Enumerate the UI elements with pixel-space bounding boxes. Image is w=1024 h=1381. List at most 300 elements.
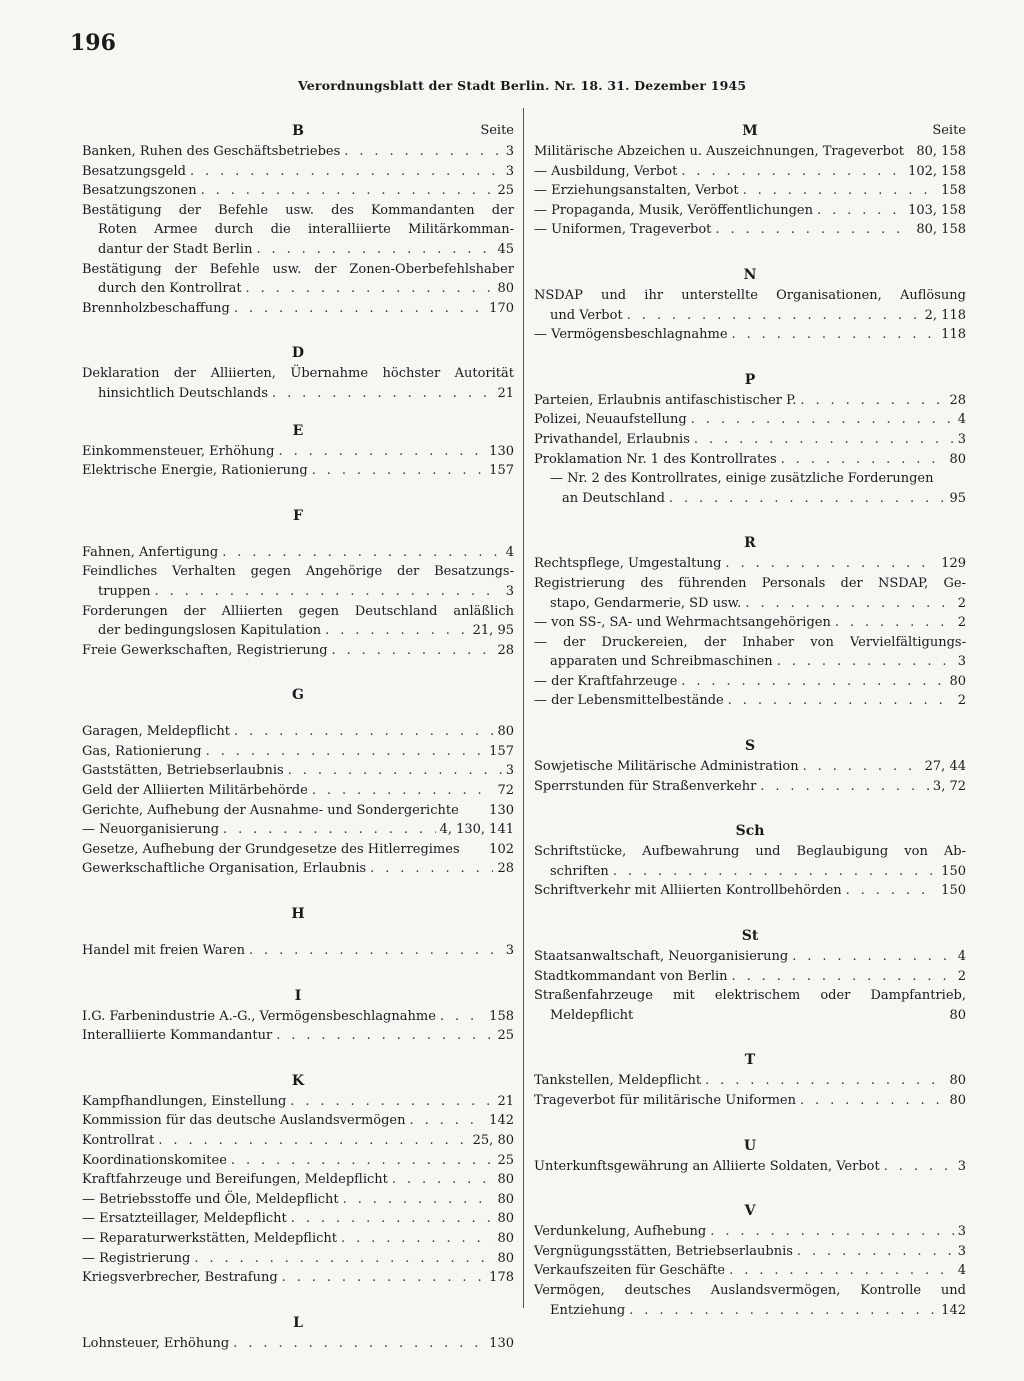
section-letter: P <box>744 371 756 388</box>
entry-page: 80, 158 <box>916 222 966 238</box>
entry-text: Gas, Rationierung <box>82 743 202 759</box>
entry-text: — Ausbildung, Verbot <box>534 163 678 179</box>
entry-text: Kriegsverbrecher, Bestrafung <box>82 1270 278 1286</box>
leader-dots <box>276 1026 493 1046</box>
index-entry <box>534 777 966 797</box>
entry-text: Interalliierte Kommandantur <box>82 1028 273 1044</box>
entry-page: 21 <box>497 385 514 401</box>
entry-page: 3 <box>957 654 966 670</box>
index-entry <box>534 142 966 162</box>
leader-dots <box>729 1261 954 1281</box>
entry-page: 28 <box>949 392 966 408</box>
leader-dots <box>715 220 912 240</box>
leader-dots <box>256 240 493 260</box>
leader-dots <box>781 450 946 470</box>
index-entry <box>82 1131 514 1151</box>
entry-text: — Erziehungsanstalten, Verbot <box>534 183 739 199</box>
entry-text: Unterkunftsgewährung an Alliierte Soldaten, Verbot <box>534 1158 880 1174</box>
leader-dots <box>279 442 486 462</box>
section-letter: Sch <box>735 823 765 840</box>
index-entry <box>82 1026 514 1046</box>
leader-dots <box>803 757 921 777</box>
index-entry <box>82 162 514 182</box>
index-entry <box>534 1091 966 1111</box>
entry-page: 3 <box>957 431 966 447</box>
entry-page: 25 <box>497 183 514 199</box>
index-entry <box>534 967 966 987</box>
section-i <box>82 985 514 1046</box>
leader-dots <box>249 941 502 961</box>
entry-page: 3 <box>505 163 514 179</box>
entry-page: 4 <box>957 949 966 965</box>
entry-text: dantur der Stadt Berlin <box>98 241 253 257</box>
section-h <box>82 903 514 961</box>
leader-dots <box>835 613 954 633</box>
leader-dots <box>440 1007 485 1027</box>
entry-text: Gaststätten, Betriebserlaubnis <box>82 763 284 779</box>
entry-text: hinsichtlich Deutschlands <box>98 385 269 401</box>
index-entry <box>534 410 966 430</box>
entry-text: truppen <box>98 583 151 599</box>
section-t <box>534 1049 966 1110</box>
section-letter: K <box>291 1072 305 1089</box>
entry-page: 27, 44 <box>924 759 966 775</box>
leader-dots <box>370 859 493 879</box>
leader-dots <box>410 1111 486 1131</box>
entry-text: Rechtspflege, Umgestaltung <box>534 556 722 572</box>
entry-text: — Ersatzteillager, Meldepflicht <box>82 1211 287 1227</box>
leader-dots <box>231 1151 494 1171</box>
entry-text: Parteien, Erlaubnis antifaschistischer P. <box>534 392 797 408</box>
index-entry <box>534 554 966 574</box>
entry-page: 21, 95 <box>472 623 514 639</box>
index-entry <box>82 941 514 961</box>
entry-page: 3 <box>505 144 514 159</box>
entry-text-line: Roten Armee durch die interalliierte Militärkomman- <box>98 222 514 238</box>
leader-dots <box>155 582 502 602</box>
entry-page: 25 <box>497 1028 514 1044</box>
entry-text: Polizei, Neuaufstellung <box>534 412 687 428</box>
leader-dots <box>282 1268 486 1288</box>
section-v <box>534 1200 966 1320</box>
entry-text: und Verbot <box>550 307 623 323</box>
index-entry <box>534 881 966 901</box>
entry-text: Banken, Ruhen des Geschäftsbetriebes <box>82 144 341 159</box>
leader-dots <box>884 1157 954 1177</box>
index-entry <box>534 613 966 633</box>
index-entry <box>82 781 514 801</box>
leader-dots <box>732 967 954 987</box>
entry-page: 158 <box>941 183 966 199</box>
entry-page: 130 <box>489 1335 514 1351</box>
index-entry <box>82 859 514 879</box>
leader-dots <box>343 1190 494 1210</box>
entry-page: 28 <box>497 861 514 877</box>
entry-text-line: Forderungen der Alliierten gegen Deutschland anläßlich <box>82 603 514 619</box>
entry-page: 158 <box>489 1008 514 1024</box>
index-entry <box>534 430 966 450</box>
leader-dots <box>312 461 485 481</box>
index-column-left <box>82 120 514 1353</box>
entry-text-line: Feindliches Verhalten gegen Angehörige der Besatzungs- <box>82 564 514 580</box>
index-entry <box>534 450 966 470</box>
leader-dots <box>222 543 502 563</box>
leader-dots <box>246 279 494 299</box>
leader-dots <box>290 1092 493 1112</box>
index-entry <box>82 1111 514 1131</box>
index-entry <box>82 1151 514 1171</box>
entry-page: 170 <box>489 300 514 316</box>
entry-text: Freie Gewerkschaften, Registrierung <box>82 642 328 658</box>
leader-dots <box>797 1242 954 1262</box>
entry-text-line: Bestätigung der Befehle usw. der Zonen-Oberbefehlshaber <box>82 261 514 277</box>
entry-text: Meldepflicht <box>550 1007 634 1023</box>
entry-text: — Uniformen, Trageverbot <box>534 222 712 238</box>
index-entry <box>82 1229 514 1249</box>
section-m <box>534 120 966 240</box>
index-entry <box>534 162 966 182</box>
index-entry <box>82 840 514 860</box>
leader-dots <box>760 777 929 797</box>
entry-text: Staatsanwaltschaft, Neuorganisierung <box>534 949 789 965</box>
section-letter: St <box>741 928 759 945</box>
leader-dots <box>777 652 954 672</box>
entry-page: 150 <box>941 883 966 899</box>
index-entry <box>82 801 514 821</box>
leader-dots <box>291 1209 494 1229</box>
section-letter: V <box>744 1203 756 1220</box>
entry-page: 80 <box>497 281 514 297</box>
entry-page: 4 <box>957 412 966 428</box>
entry-page: 80 <box>949 1007 966 1023</box>
entry-text: Vergnügungsstätten, Betriebserlaubnis <box>534 1243 793 1259</box>
section-letter: H <box>291 906 305 923</box>
index-entry-multiline <box>534 469 966 508</box>
index-entry <box>534 1071 966 1091</box>
entry-text: Entziehung <box>550 1302 626 1318</box>
entry-page: 80 <box>949 1073 966 1089</box>
leader-dots <box>234 722 493 742</box>
entry-page: 130 <box>489 443 514 459</box>
leader-dots <box>710 1222 953 1242</box>
entry-page: 4, 130, 141 <box>439 822 514 838</box>
entry-page: 102 <box>489 841 514 857</box>
entry-text: — der Kraftfahrzeuge <box>534 673 678 689</box>
entry-text: Kommission für das deutsche Auslandsvermögen <box>82 1113 406 1129</box>
leader-dots <box>728 691 954 711</box>
index-entry <box>534 691 966 711</box>
entry-page: 3 <box>957 1224 966 1240</box>
index-entry <box>82 820 514 840</box>
leader-dots <box>613 862 937 882</box>
index-entry <box>82 142 514 162</box>
entry-page: 129 <box>941 556 966 572</box>
index-entry <box>534 391 966 411</box>
leader-dots <box>846 881 938 901</box>
index-entry-multiline <box>534 986 966 1025</box>
entry-page: 118 <box>941 327 966 343</box>
entry-text: stapo, Gendarmerie, SD usw. <box>550 595 742 611</box>
entry-text: — Vermögensbeschlagnahme <box>534 327 728 343</box>
entry-page: 142 <box>489 1113 514 1129</box>
leader-dots <box>288 761 502 781</box>
leader-dots <box>800 391 945 411</box>
entry-page: 95 <box>949 490 966 506</box>
leader-dots <box>341 1229 493 1249</box>
index-entry <box>82 1334 514 1354</box>
section-letter: M <box>742 123 758 139</box>
index-entry <box>82 543 514 563</box>
entry-text: Privathandel, Erlaubnis <box>534 431 690 447</box>
entry-page: 2 <box>957 615 966 631</box>
entry-text: Kontrollrat <box>82 1133 155 1148</box>
section-letter: D <box>291 345 305 362</box>
index-entry-multiline <box>534 842 966 881</box>
index-entry-multiline <box>534 286 966 325</box>
index-entry <box>82 1007 514 1027</box>
entry-text: — von SS-, SA- und Wehrmachtsangehörigen <box>534 615 831 631</box>
section-st <box>534 925 966 1025</box>
entry-text: schriften <box>550 863 609 879</box>
leader-dots <box>206 742 486 762</box>
section-letter: G <box>292 687 304 704</box>
index-entry-multiline <box>534 574 966 613</box>
entry-page: 3 <box>505 943 514 959</box>
index-entry <box>82 1190 514 1210</box>
entry-text: Verkaufszeiten für Geschäfte <box>534 1263 726 1279</box>
entry-text-line: Vermögen, deutsches Auslandsvermögen, Kontrolle und <box>534 1282 966 1298</box>
section-l <box>82 1312 514 1354</box>
entry-text: — Reparaturwerkstätten, Meldepflicht <box>82 1230 338 1246</box>
leader-dots <box>800 1091 945 1111</box>
section-g <box>82 684 514 879</box>
entry-text: Proklamation Nr. 1 des Kontrollrates <box>534 451 777 467</box>
entry-page: 80 <box>497 1211 514 1227</box>
leader-dots <box>681 672 945 692</box>
entry-page: 2 <box>957 595 966 611</box>
entry-page: 72 <box>497 783 514 799</box>
leader-dots <box>344 142 501 162</box>
leader-dots <box>745 594 953 614</box>
index-entry <box>534 947 966 967</box>
page-number: 196 <box>70 30 116 56</box>
entry-text: Tankstellen, Meldepflicht <box>534 1073 702 1089</box>
seite-label: Seite <box>932 123 966 138</box>
entry-text-line: Deklaration der Alliierten, Übernahme höchster Autorität <box>82 366 514 382</box>
section-p <box>534 369 966 509</box>
entry-page: 25 <box>497 1152 514 1168</box>
index-entry <box>534 1242 966 1262</box>
entry-page: 80 <box>497 1250 514 1266</box>
leader-dots <box>223 820 436 840</box>
index-entry <box>534 1157 966 1177</box>
entry-text: — Registrierung <box>82 1250 191 1266</box>
section-e <box>82 420 514 481</box>
leader-dots <box>681 162 904 182</box>
index-entry <box>82 1249 514 1269</box>
entry-text: Gesetze, Aufhebung der Grundgesetze des Hitlerregimes <box>82 841 460 857</box>
entry-page: 150 <box>941 863 966 879</box>
index-entry <box>82 181 514 201</box>
index-entry <box>82 742 514 762</box>
entry-page: 4 <box>505 544 514 560</box>
leader-dots <box>792 947 954 967</box>
section-sch <box>534 820 966 901</box>
section-n <box>534 264 966 345</box>
entry-page: 80 <box>497 1191 514 1207</box>
leader-dots <box>392 1170 494 1190</box>
entry-text-line: Bestätigung der Befehle usw. des Kommandanten der <box>82 202 514 218</box>
section-r <box>534 532 966 711</box>
entry-text: Verdunkelung, Aufhebung <box>534 1224 707 1240</box>
leader-dots <box>732 325 938 345</box>
leader-dots <box>691 410 954 430</box>
entry-text: Garagen, Meldepflicht <box>82 724 230 740</box>
entry-text: der bedingungslosen Kapitulation <box>98 623 322 639</box>
leader-dots <box>725 554 937 574</box>
entry-text: I.G. Farbenindustrie A.-G., Vermögensbeschlagnahme <box>82 1008 436 1024</box>
entry-page: 2, 118 <box>924 307 966 323</box>
entry-text: Handel mit freien Waren <box>82 943 245 959</box>
index-entry <box>534 757 966 777</box>
section-u <box>534 1135 966 1177</box>
section-letter: T <box>744 1052 756 1069</box>
index-column-right <box>534 120 966 1320</box>
index-entry-multiline <box>534 633 966 672</box>
leader-dots <box>201 181 494 201</box>
index-entry <box>534 181 966 201</box>
index-entry-multiline <box>82 602 514 641</box>
index-entry <box>534 1261 966 1281</box>
section-letter: U <box>743 1137 757 1154</box>
entry-text: Kampfhandlungen, Einstellung <box>82 1093 287 1109</box>
leader-dots <box>190 162 502 182</box>
leader-dots <box>272 384 493 404</box>
entry-page: 3 <box>505 763 514 779</box>
leader-dots <box>743 181 938 201</box>
entry-page: 157 <box>489 743 514 759</box>
entry-page: 157 <box>489 463 514 479</box>
leader-dots <box>705 1071 945 1091</box>
leader-dots <box>194 1249 493 1269</box>
section-s <box>534 735 966 796</box>
section-letter: F <box>293 507 303 524</box>
index-entry <box>82 442 514 462</box>
running-header: Verordnungsblatt der Stadt Berlin. Nr. 18. 31. Dezember 1945 <box>298 78 747 93</box>
index-entry <box>82 1170 514 1190</box>
entry-text: Brennholzbeschaffung <box>82 300 230 316</box>
entry-text: Einkommensteuer, Erhöhung <box>82 443 275 459</box>
entry-page: 80 <box>949 451 966 467</box>
entry-text: an Deutschland <box>562 490 665 506</box>
section-letter: S <box>744 738 756 755</box>
entry-page: 103, 158 <box>908 202 966 218</box>
entry-page: 21 <box>497 1093 514 1109</box>
entry-text: Sowjetische Militärische Administration <box>534 759 799 775</box>
entry-text: Kraftfahrzeuge und Bereifungen, Meldepflicht <box>82 1172 388 1188</box>
entry-text: Lohnsteuer, Erhöhung <box>82 1335 230 1351</box>
entry-page: 3 <box>957 1158 966 1174</box>
entry-page: 45 <box>497 241 514 257</box>
entry-page: 80 <box>497 724 514 740</box>
entry-page: 102, 158 <box>908 163 966 179</box>
entry-text: Militärische Abzeichen u. Auszeichnungen, Trageverbot <box>534 144 905 159</box>
entry-text: Schriftverkehr mit Alliierten Kontrollbehörden <box>534 883 842 899</box>
entry-page: 28 <box>497 642 514 658</box>
leader-dots <box>312 781 494 801</box>
entry-page: 178 <box>489 1270 514 1286</box>
section-letter: E <box>292 422 304 439</box>
index-entry <box>534 201 966 221</box>
entry-text: durch den Kontrollrat <box>98 281 242 297</box>
entry-text-line: NSDAP und ihr unterstellte Organisationen, Auflösung <box>534 287 966 303</box>
entry-text: — der Lebensmittelbestände <box>534 693 724 709</box>
leader-dots <box>669 489 946 509</box>
entry-text: Geld der Alliierten Militärbehörde <box>82 783 308 799</box>
entry-text: Trageverbot für militärische Uniformen <box>534 1093 796 1108</box>
index-entry <box>82 722 514 742</box>
entry-text: apparaten und Schreibmaschinen <box>550 654 773 670</box>
entry-text: Fahnen, Anfertigung <box>82 544 219 560</box>
leader-dots <box>817 201 904 221</box>
section-letter: I <box>294 987 302 1004</box>
index-entry <box>534 672 966 692</box>
index-entry <box>82 1092 514 1112</box>
index-entry-multiline <box>82 364 514 403</box>
entry-page: 4 <box>957 1263 966 1279</box>
entry-text: — Betriebsstoffe und Öle, Meldepflicht <box>82 1191 339 1207</box>
index-entry <box>534 220 966 240</box>
entry-text: Stadtkommandant von Berlin <box>534 968 728 984</box>
entry-text: Besatzungszonen <box>82 183 197 199</box>
entry-text: Besatzungsgeld <box>82 163 186 179</box>
entry-page: 80 <box>949 673 966 689</box>
section-b <box>82 120 514 318</box>
entry-text: Gerichte, Aufhebung der Ausnahme- und Sondergerichte <box>82 802 459 818</box>
leader-dots <box>234 299 485 319</box>
section-k <box>82 1070 514 1288</box>
section-letter: N <box>743 266 757 283</box>
entry-page: 80 <box>949 1093 966 1108</box>
entry-page: 80 <box>497 1172 514 1188</box>
section-letter: B <box>292 123 304 139</box>
index-entry <box>82 761 514 781</box>
entry-text: — Propaganda, Musik, Veröffentlichungen <box>534 202 813 218</box>
entry-page: 25, 80 <box>472 1133 514 1148</box>
index-entry <box>534 1222 966 1242</box>
section-f <box>82 505 514 661</box>
entry-page: 3 <box>957 1243 966 1259</box>
index-entry-multiline <box>82 562 514 601</box>
entry-text: Gewerkschaftliche Organisation, Erlaubnis <box>82 861 367 877</box>
entry-page: 3, 72 <box>932 778 966 794</box>
index-entry <box>82 461 514 481</box>
entry-page: 2 <box>957 968 966 984</box>
leader-dots <box>332 641 494 661</box>
seite-label: Seite <box>480 123 514 138</box>
entry-text-line: — der Druckereien, der Inhaber von Vervielfältigungs- <box>534 634 966 650</box>
entry-page: 80 <box>497 1230 514 1246</box>
leader-dots <box>158 1131 468 1151</box>
index-entry <box>82 1209 514 1229</box>
index-entry-multiline <box>534 1281 966 1320</box>
index-entry-multiline <box>82 260 514 299</box>
entry-page: 2 <box>957 693 966 709</box>
entry-page: 130 <box>489 802 514 818</box>
index-entry-multiline <box>82 201 514 260</box>
index-entry <box>82 1268 514 1288</box>
entry-page: 142 <box>941 1302 966 1318</box>
